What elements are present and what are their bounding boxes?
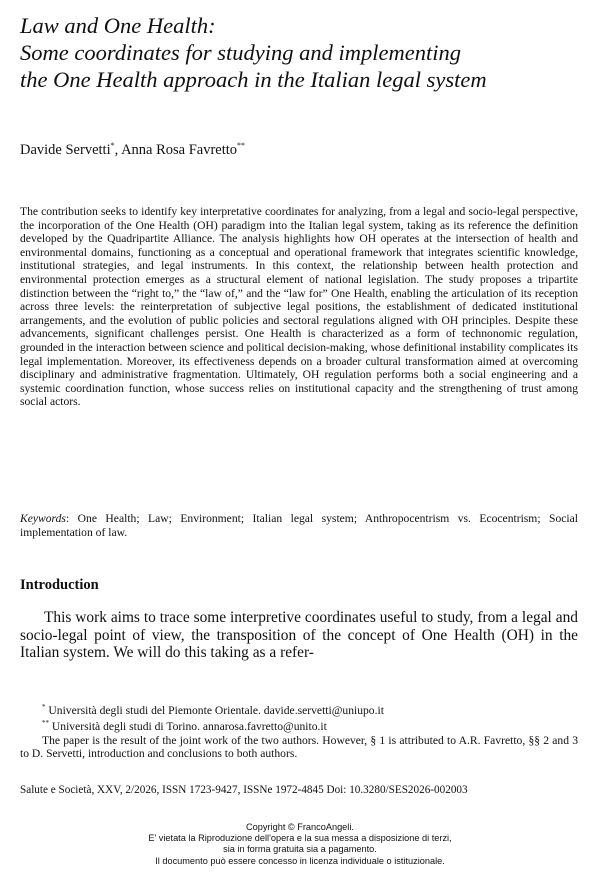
footnote-1-mark: * — [42, 703, 46, 711]
author-footnote-mark-2: ** — [237, 141, 246, 150]
footnotes — [20, 701, 578, 761]
title-line-3: the One Health approach in the Italian legal system — [20, 67, 487, 92]
author-list — [20, 141, 245, 159]
footnote-2-text: Università degli studi di Torino. annarosa.favretto@unito.it — [49, 720, 327, 734]
keywords — [20, 512, 578, 539]
footnote-2-mark: ** — [42, 719, 49, 728]
journal-citation: Salute e Società, XXV, 2/2026, ISSN 1723-9427, ISSNe 1972-4845 Doi: 10.3280/SES2026-002003 — [20, 784, 468, 796]
title-line-2: Some coordinates for studying and implementing — [20, 40, 461, 65]
copyright-notice — [0, 822, 600, 867]
author-separator: , — [114, 142, 122, 158]
keywords-text: : One Health; Law; Environment; Italian legal system; Anthropocentrism vs. Ecocentrism; Social implementation of law. — [20, 512, 578, 539]
copyright-line-1: Copyright © FrancoAngeli. — [246, 822, 354, 832]
abstract-text: The contribution seeks to identify key interpretative coordinates for analyzing, from a legal and socio-legal perspective, the incorporation of the One Health (OH) paradigm into the Italian legal system, taking as its reference the definition developed by the Quadripartite Alliance. The analysis highlights how OH operates at the intersection of health and environmental domains, functioning as a conceptual and operational framework that integrates scientific knowledge, institutional strategies, and legal instruments. In this context, the relationship between health protection and environmental protection emerges as a structural element of national legislation. The study proposes a tripartite distinction between the “right to,” the “law of,” and the “law for” One Health, enabling the articulation of its reception across three levels: the reinterpretation of subjective legal positions, the establishment of dedicated institutional arrangements, and the evolution of public policies and sectoral regulations aligned with OH principles. Despite these advancements, significant challenges persist. One Health is characterized as a form of technonomic regulation, grounded in the interaction between science and political decision-making, whose definitional instability complicates its legal implementation. Moreover, its effectiveness depends on a broader cultural transformation aimed at overcoming disciplinary and administrative fragmentation. Ultimately, OH regulation performs both a social engineering and a systemic coordination function, whose success relies on institutional capacity and the strengthening of trust among social actors. — [20, 205, 578, 409]
section-heading: Introduction — [20, 577, 99, 593]
copyright-line-4: Il documento può essere concesso in licenza individuale o istituzionale. — [155, 855, 445, 866]
copyright-line-2: E' vietata la Riproduzione dell'opera e la sua messa a disposizione di terzi, — [148, 833, 452, 844]
author-footnote-mark-1: * — [110, 141, 115, 150]
keywords-label: Keywords — [20, 512, 66, 525]
footnote-1-text: Università degli studi del Piemonte Orientale. davide.servetti@uniupo.it — [45, 704, 384, 717]
article-title — [20, 12, 585, 93]
footnote-2 — [20, 717, 578, 733]
title-line-1: Law and One Health: — [20, 13, 216, 38]
author-name-1: Davide Servetti — [20, 142, 111, 158]
copyright-line-3: sia in forma gratuita sia a pagamento. — [223, 844, 377, 855]
introduction-text: This work aims to trace some interpretive coordinates useful to study, from a legal and socio-legal point of view, the transposition of the concept of One Health (OH) in the Italian system. We will do this taking as a refer- — [20, 609, 578, 662]
author-name-2: Anna Rosa Favretto — [121, 142, 238, 158]
footnote-1 — [20, 701, 578, 717]
footnote-3: The paper is the result of the joint work of the two authors. However, § 1 is attributed to A.R. Favretto, §§ 2 and 3 to D. Servetti, introduction and conclusions to both authors. — [20, 733, 578, 761]
